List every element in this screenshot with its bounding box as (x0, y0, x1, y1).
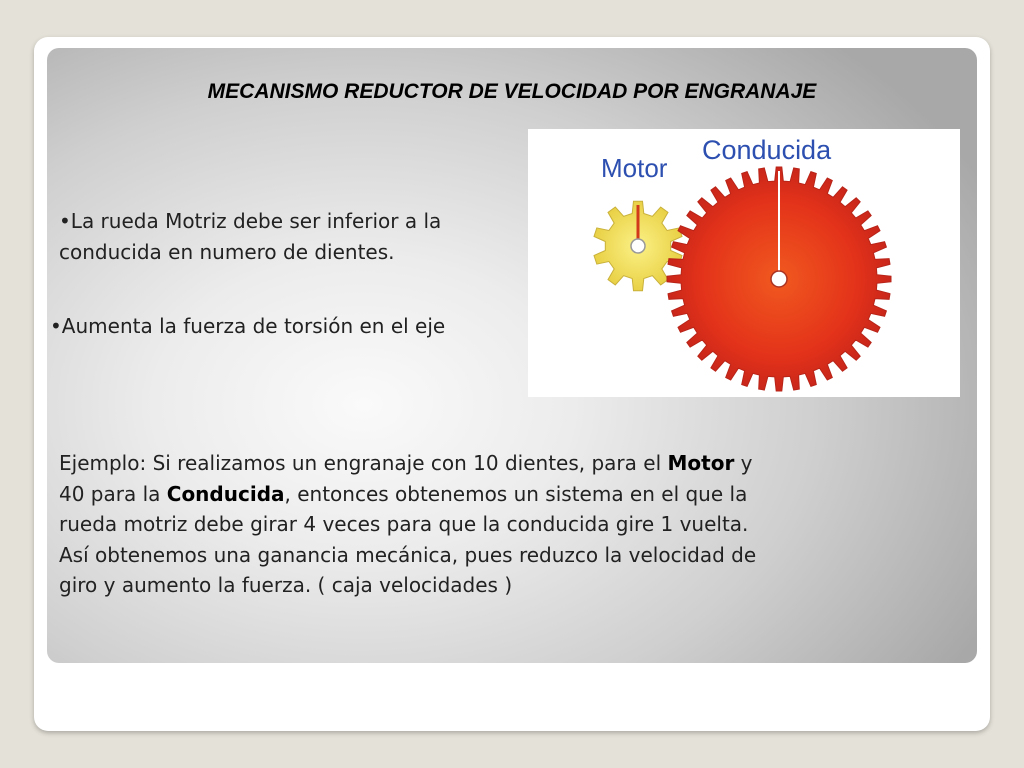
motor-label: Motor (601, 153, 668, 183)
driven-axle (771, 271, 787, 287)
example-text-2: y 40 para la (59, 451, 753, 506)
driven-label: Conducida (702, 135, 832, 165)
example-text-1: Ejemplo: Si realizamos un engranaje con 10 dientes, para el (59, 451, 668, 475)
slide-title: MECANISMO REDUCTOR DE VELOCIDAD POR ENGRANAJE (207, 80, 817, 103)
bullet-marker: • (50, 314, 62, 338)
gear-diagram-svg (528, 129, 960, 397)
slide (47, 48, 977, 663)
bullet-motor-inferior (59, 206, 529, 268)
example-motor-bold: Motor (667, 451, 735, 475)
gear-diagram (528, 129, 960, 397)
bullet-text: La rueda Motriz debe ser inferior a la conducida en numero de dientes. (59, 209, 442, 264)
example-paragraph (59, 448, 779, 601)
bullet-text: Aumenta la fuerza de torsión en el eje (61, 314, 446, 338)
bullet-torsion (50, 311, 520, 342)
example-conducida-bold: Conducida (166, 481, 285, 506)
motor-axle (631, 239, 645, 253)
bullet-marker: • (59, 209, 71, 233)
example-text-3: , entonces obtenemos un sistema en el que la rueda motriz debe girar 4 veces para que la conducida gire 1 vuelta. Así obtenemos una ganancia mecánica, pues reduzco la velocidad de giro y aumento la fuerza. ( caja velocidades ) (59, 481, 757, 597)
